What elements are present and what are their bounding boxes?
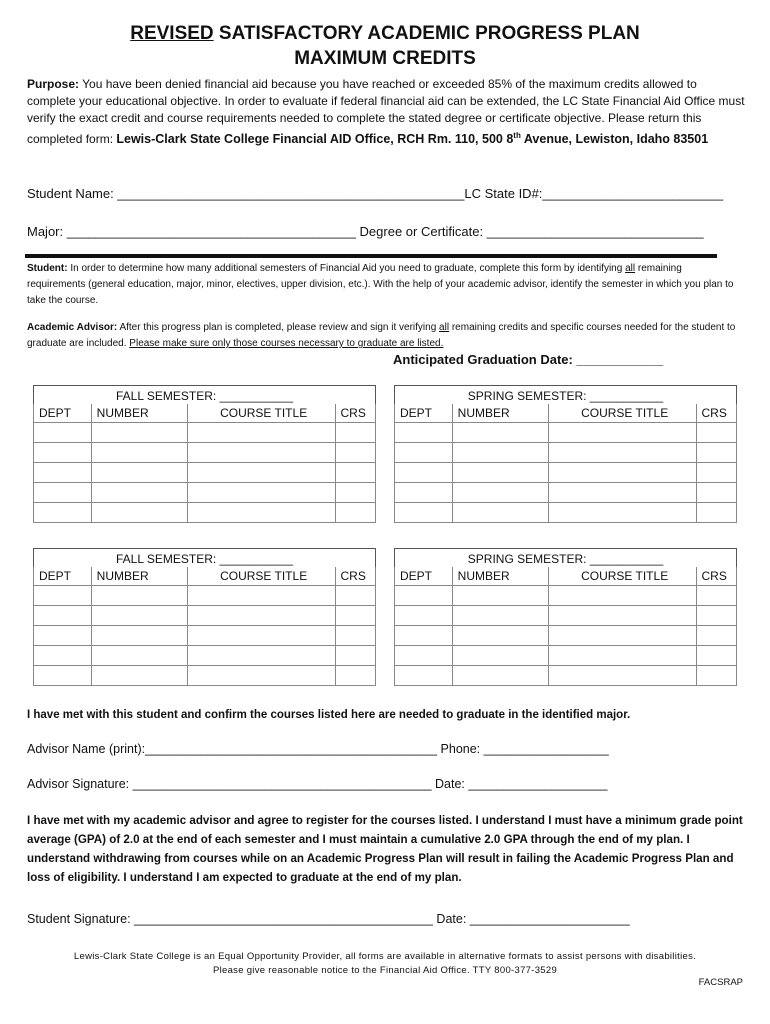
student-statement: I have met with my academic advisor and agree to register for the courses listed. I understand I must have a minimum grade point average (GPA) of 2.0 at the end of each semester and I must maintain a cumulative 2.0 GPA through the end of my plan. I understand withdrawing from courses while on an Academic Progress Plan will result in failing the Academic Progress Plan and loss of eligibility. I understand I am expected to graduate at the end of my plan. [27, 814, 743, 884]
col-crs: CRS [696, 404, 737, 423]
table-row[interactable] [34, 586, 376, 606]
advisor-name-field[interactable]: Advisor Name (print):__________________________________________ Phone: __________________ [27, 742, 609, 756]
footer-line2: Please give reasonable notice to the Financial Aid Office. TTY 800-377-3529 [212, 965, 558, 976]
fall-semester-table-2 [33, 548, 376, 686]
table-row[interactable] [395, 483, 737, 503]
col-course-title: COURSE TITLE [187, 567, 335, 586]
footer-line1: Lewis-Clark State College is an Equal Opportunity Provider, all forms are available in alternative formats to assist persons with disabilities. [73, 951, 697, 962]
fall-semester-label[interactable]: FALL SEMESTER: ___________ [116, 389, 293, 403]
col-crs: CRS [335, 567, 376, 586]
spring-semester-label[interactable]: SPRING SEMESTER: ___________ [467, 552, 664, 566]
table-row[interactable] [34, 626, 376, 646]
table-row[interactable] [34, 503, 376, 523]
table-row[interactable] [395, 503, 737, 523]
table-row[interactable] [395, 666, 737, 686]
col-crs: CRS [696, 567, 737, 586]
anticipated-graduation-date[interactable]: Anticipated Graduation Date: ____________ [393, 352, 664, 367]
footer-notice [0, 950, 770, 978]
form-title-line2: MAXIMUM CREDITS [294, 48, 476, 69]
col-number: NUMBER [91, 404, 187, 423]
fall-semester-label[interactable]: FALL SEMESTER: ___________ [116, 552, 293, 566]
spring-semester-table-2 [394, 548, 737, 686]
divider-rule [25, 254, 717, 258]
col-dept: DEPT [34, 404, 92, 423]
table-row[interactable] [395, 626, 737, 646]
advisor-confirmation: I have met with this student and confirm the courses listed here are needed to graduate in the identified major. [27, 709, 631, 721]
col-course-title: COURSE TITLE [548, 404, 696, 423]
col-dept: DEPT [395, 567, 453, 586]
col-number: NUMBER [452, 404, 548, 423]
table-row[interactable] [395, 423, 737, 443]
form-title-line1: REVISED SATISFACTORY ACADEMIC PROGRESS PLAN [130, 23, 640, 44]
spring-semester-label[interactable]: SPRING SEMESTER: ___________ [467, 389, 664, 403]
student-name-field[interactable]: Student Name: ________________________________________________LC State ID#:_________________________ [27, 186, 724, 201]
advisor-instructions: Academic Advisor: After this progress plan is completed, please review and sign it verifying all remaining credits and specific courses needed for the student to graduate are included. Please make sure only those courses necessary to graduate are listed. [27, 322, 736, 349]
fall-semester-table-1 [33, 385, 376, 523]
col-dept: DEPT [34, 567, 92, 586]
col-crs: CRS [335, 404, 376, 423]
table-row[interactable] [395, 606, 737, 626]
advisor-signature-field[interactable]: Advisor Signature: ___________________________________________ Date: ____________________ [27, 777, 608, 791]
col-course-title: COURSE TITLE [548, 567, 696, 586]
table-row[interactable] [395, 443, 737, 463]
table-row[interactable] [395, 586, 737, 606]
table-row[interactable] [34, 463, 376, 483]
table-row[interactable] [34, 483, 376, 503]
form-code: FACSRAP [698, 977, 743, 988]
major-field[interactable]: Major: ________________________________________ Degree or Certificate: ______________________________ [27, 224, 704, 239]
table-row[interactable] [34, 666, 376, 686]
student-signature-field[interactable]: Student Signature: ___________________________________________ Date: _______________________ [27, 912, 630, 926]
purpose-paragraph: Purpose: You have been denied financial aid because you have reached or exceeded 85% of the maximum credits allowed to complete your educational objective. In order to evaluate if federal financial aid can be extended, the LC State Financial Aid Office must verify the exact credit and course requirements needed to complete the stated degree or certificate objective. Please return this completed form: Lewis-Clark State College Financial AID Office, RCH Rm. 110, 500 8th Avenue, Lewiston, Idaho 83501 [27, 77, 745, 146]
col-dept: DEPT [395, 404, 453, 423]
student-instructions: Student: In order to determine how many additional semesters of Financial Aid you need to graduate, complete this form by identifying all remaining requirements (general education, major, minor, electives, upper division, etc.). With the help of your academic advisor, identify the semester in which you plan to take the course. [27, 263, 734, 306]
table-row[interactable] [34, 646, 376, 666]
col-number: NUMBER [452, 567, 548, 586]
table-row[interactable] [395, 463, 737, 483]
col-number: NUMBER [91, 567, 187, 586]
table-row[interactable] [34, 443, 376, 463]
table-row[interactable] [34, 606, 376, 626]
table-row[interactable] [395, 646, 737, 666]
table-row[interactable] [34, 423, 376, 443]
spring-semester-table-1 [394, 385, 737, 523]
col-course-title: COURSE TITLE [187, 404, 335, 423]
